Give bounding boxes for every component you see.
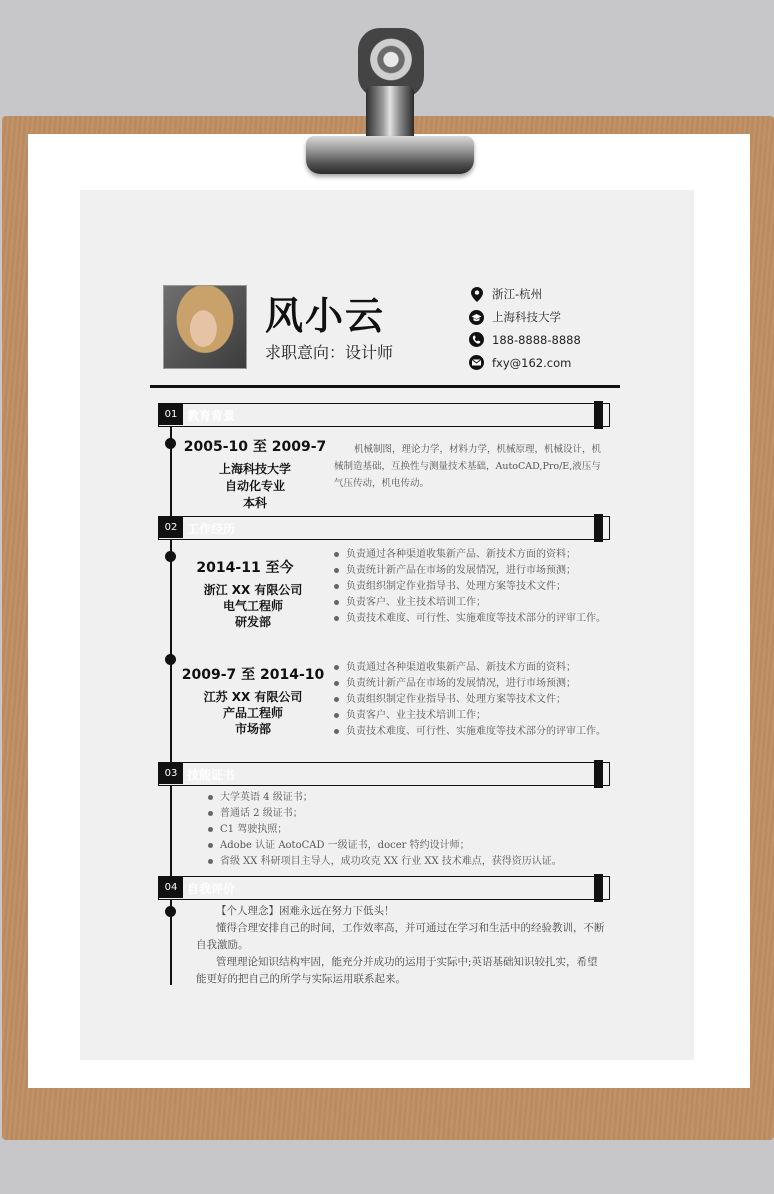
education-period: 2005-10 至 2009-7	[183, 439, 327, 455]
list-item: 负责统计新产品在市场的发展情况，进行市场预测；	[334, 563, 606, 579]
work-dept: 研发部	[234, 615, 271, 629]
phone-icon	[469, 332, 484, 347]
work-duties	[334, 547, 606, 627]
contact-email: fxy@162.com	[469, 355, 571, 370]
contact-location: 浙江-杭州	[469, 286, 542, 302]
section-title: 教育背景	[187, 409, 236, 423]
list-item: Adobe 认证 AotoCAD 一级证书，docer 特约设计师；	[208, 838, 608, 854]
work-dept: 市场部	[234, 722, 271, 736]
section-end-marker	[594, 760, 603, 788]
section-end-marker	[594, 874, 603, 902]
job-objective: 求职意向：设计师	[265, 343, 394, 362]
self-evaluation	[196, 903, 606, 988]
list-item: C1 驾驶执照；	[208, 822, 608, 838]
section-title: 自我评价	[187, 882, 236, 896]
education-major: 自动化专业	[224, 479, 285, 493]
section-title: 技能证书	[187, 768, 236, 782]
section-title: 工作经历	[187, 522, 236, 536]
header-divider	[150, 385, 620, 388]
list-item: 省级 XX 科研项目主导人，成功攻克 XX 行业 XX 技术难点，获得资历认证。	[208, 854, 608, 870]
list-item: 负责技术难度、可行性、实施难度等技术部分的评审工作。	[334, 611, 606, 627]
section-end-marker	[594, 401, 603, 429]
list-item: 负责客户、业主技术培训工作；	[334, 708, 606, 724]
section-number: 01	[159, 404, 183, 425]
section-end-marker	[594, 514, 603, 542]
work-duties	[334, 660, 606, 740]
list-item: 负责统计新产品在市场的发展情况，进行市场预测；	[334, 676, 606, 692]
self-eval-paragraph: 管理理论知识结构牢固，能充分并成功的运用于实际中;英语基础知识较扎实，希望能更好的把自己的所学与实际运用联系起来。	[196, 956, 598, 985]
self-eval-headline: 【个人理念】困难永远在努力下低头！	[216, 905, 395, 917]
list-item: 负责技术难度、可行性、实施难度等技术部分的评审工作。	[334, 724, 606, 740]
skills-list	[208, 790, 608, 870]
email-icon	[469, 355, 484, 370]
list-item: 大学英语 4 级证书；	[208, 790, 608, 806]
section-number: 03	[159, 763, 183, 784]
contact-phone: 188-8888-8888	[469, 332, 581, 347]
profile-photo	[163, 285, 247, 369]
work-title: 产品工程师	[222, 706, 283, 720]
list-item: 负责通过各种渠道收集新产品、新技术方面的资料；	[334, 660, 606, 676]
list-item: 普通话 2 级证书；	[208, 806, 608, 822]
list-item: 负责客户、业主技术培训工作；	[334, 595, 606, 611]
section-header-skills	[158, 762, 610, 786]
timeline-dot	[165, 906, 176, 917]
education-degree: 本科	[242, 496, 267, 510]
clipboard-clip	[306, 136, 474, 174]
work-company: 江苏 XX 有限公司	[203, 690, 303, 704]
candidate-name: 风小云	[265, 293, 386, 338]
list-item: 负责组织制定作业指导书、处理方案等技术文件；	[334, 579, 606, 595]
work-title: 电气工程师	[222, 599, 283, 613]
section-number: 04	[159, 877, 183, 898]
section-header-work	[158, 516, 610, 540]
self-eval-paragraph: 懂得合理安排自己的时间，工作效率高，并可通过在学习和生活中的经验教训，不断自我激励。	[196, 922, 605, 951]
work-company: 浙江 XX 有限公司	[203, 583, 303, 597]
section-number: 02	[159, 517, 183, 538]
section-header-education	[158, 403, 610, 427]
list-item: 负责通过各种渠道收集新产品、新技术方面的资料；	[334, 547, 606, 563]
education-courses: 机械制图，理论力学，材料力学，机械原理，机械设计，机械制造基础，互换性与测量技术基础，AutoCAD,Pro/E,液压与气压传动，机电传动。	[334, 444, 602, 489]
work-period: 2009-7 至 2014-10	[181, 667, 325, 683]
graduation-cap-icon	[469, 310, 484, 325]
section-header-self-eval	[158, 876, 610, 900]
contact-school: 上海科技大学	[469, 309, 561, 325]
list-item: 负责组织制定作业指导书、处理方案等技术文件；	[334, 692, 606, 708]
work-period: 2014-11 至今	[196, 560, 294, 576]
education-school: 上海科技大学	[218, 462, 291, 476]
location-pin-icon	[469, 287, 484, 302]
